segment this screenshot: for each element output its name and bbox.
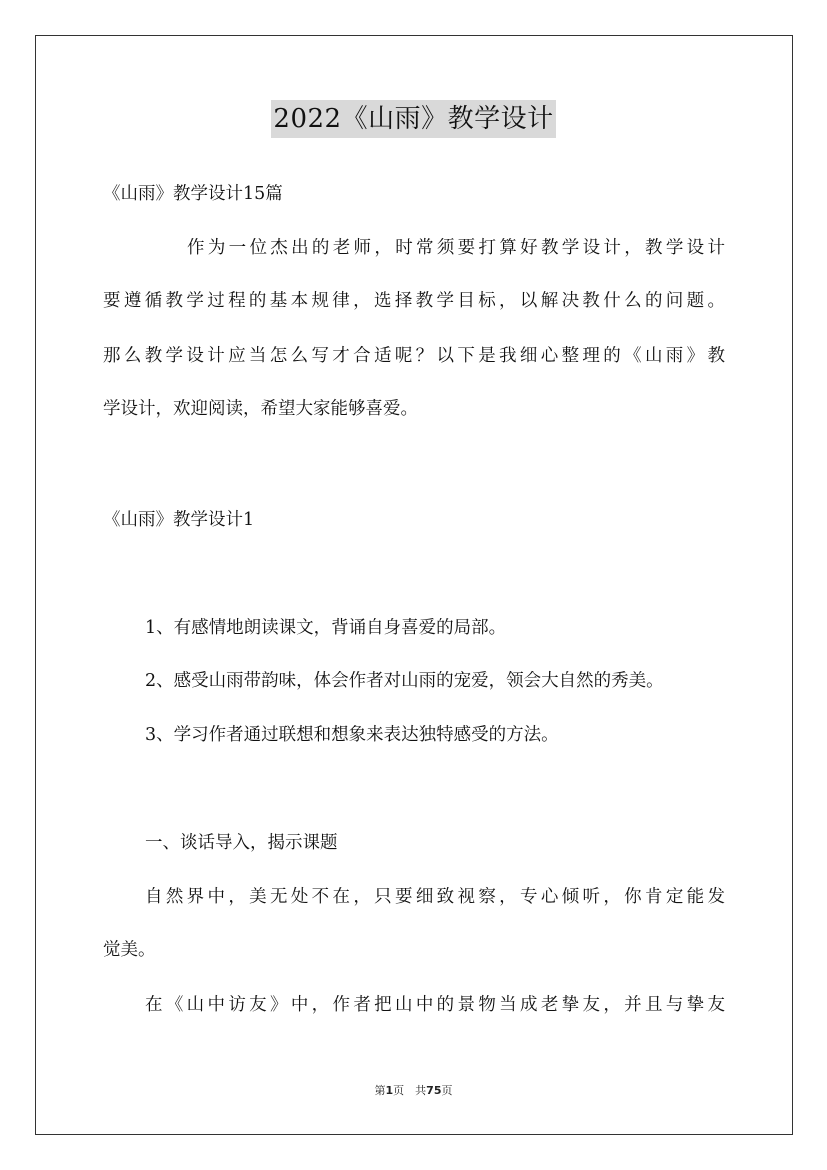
objective-item: 3、学习作者通过联想和想象来表达独特感受的方法。 [145, 725, 559, 745]
intro-line-3: 那么教学设计应当怎么写才合适呢？以下是我细心整理的《山雨》教 [103, 346, 725, 366]
objective-item: 1、有感情地朗读课文，背诵自身喜爱的局部。 [145, 618, 507, 638]
document-title: 2022《山雨》教学设计 [271, 100, 555, 138]
paragraph-line: 自然界中，美无处不在，只要细致视察，专心倾听，你肯定能发 [145, 887, 725, 907]
title-container [0, 100, 827, 138]
part-heading: 一、谈话导入，揭示课题 [145, 833, 338, 853]
footer-current-page: 1 [385, 1084, 394, 1097]
footer-total-pages: 75 [426, 1084, 442, 1097]
paragraph-line: 在《山中访友》中，作者把山中的景物当成老挚友，并且与挚友 [145, 995, 725, 1015]
intro-line-2: 要遵循教学过程的基本规律，选择教学目标，以解决教什么的问题。 [103, 291, 725, 311]
footer-suffix: 页 [441, 1084, 453, 1097]
page-footer [0, 1083, 827, 1099]
intro-line-1: 作为一位杰出的老师，时常须要打算好教学设计，教学设计 [187, 238, 725, 258]
intro-line-4: 学设计，欢迎阅读，希望大家能够喜爱。 [103, 399, 418, 419]
objective-item: 2、感受山雨带韵味，体会作者对山雨的宠爱，领会大自然的秀美。 [145, 671, 664, 691]
paragraph-line: 觉美。 [103, 940, 156, 960]
section-heading: 《山雨》教学设计1 [103, 510, 255, 530]
footer-prefix: 第 [374, 1084, 386, 1097]
footer-mid: 页 共 [393, 1084, 427, 1097]
document-subtitle: 《山雨》教学设计15篇 [103, 184, 283, 204]
